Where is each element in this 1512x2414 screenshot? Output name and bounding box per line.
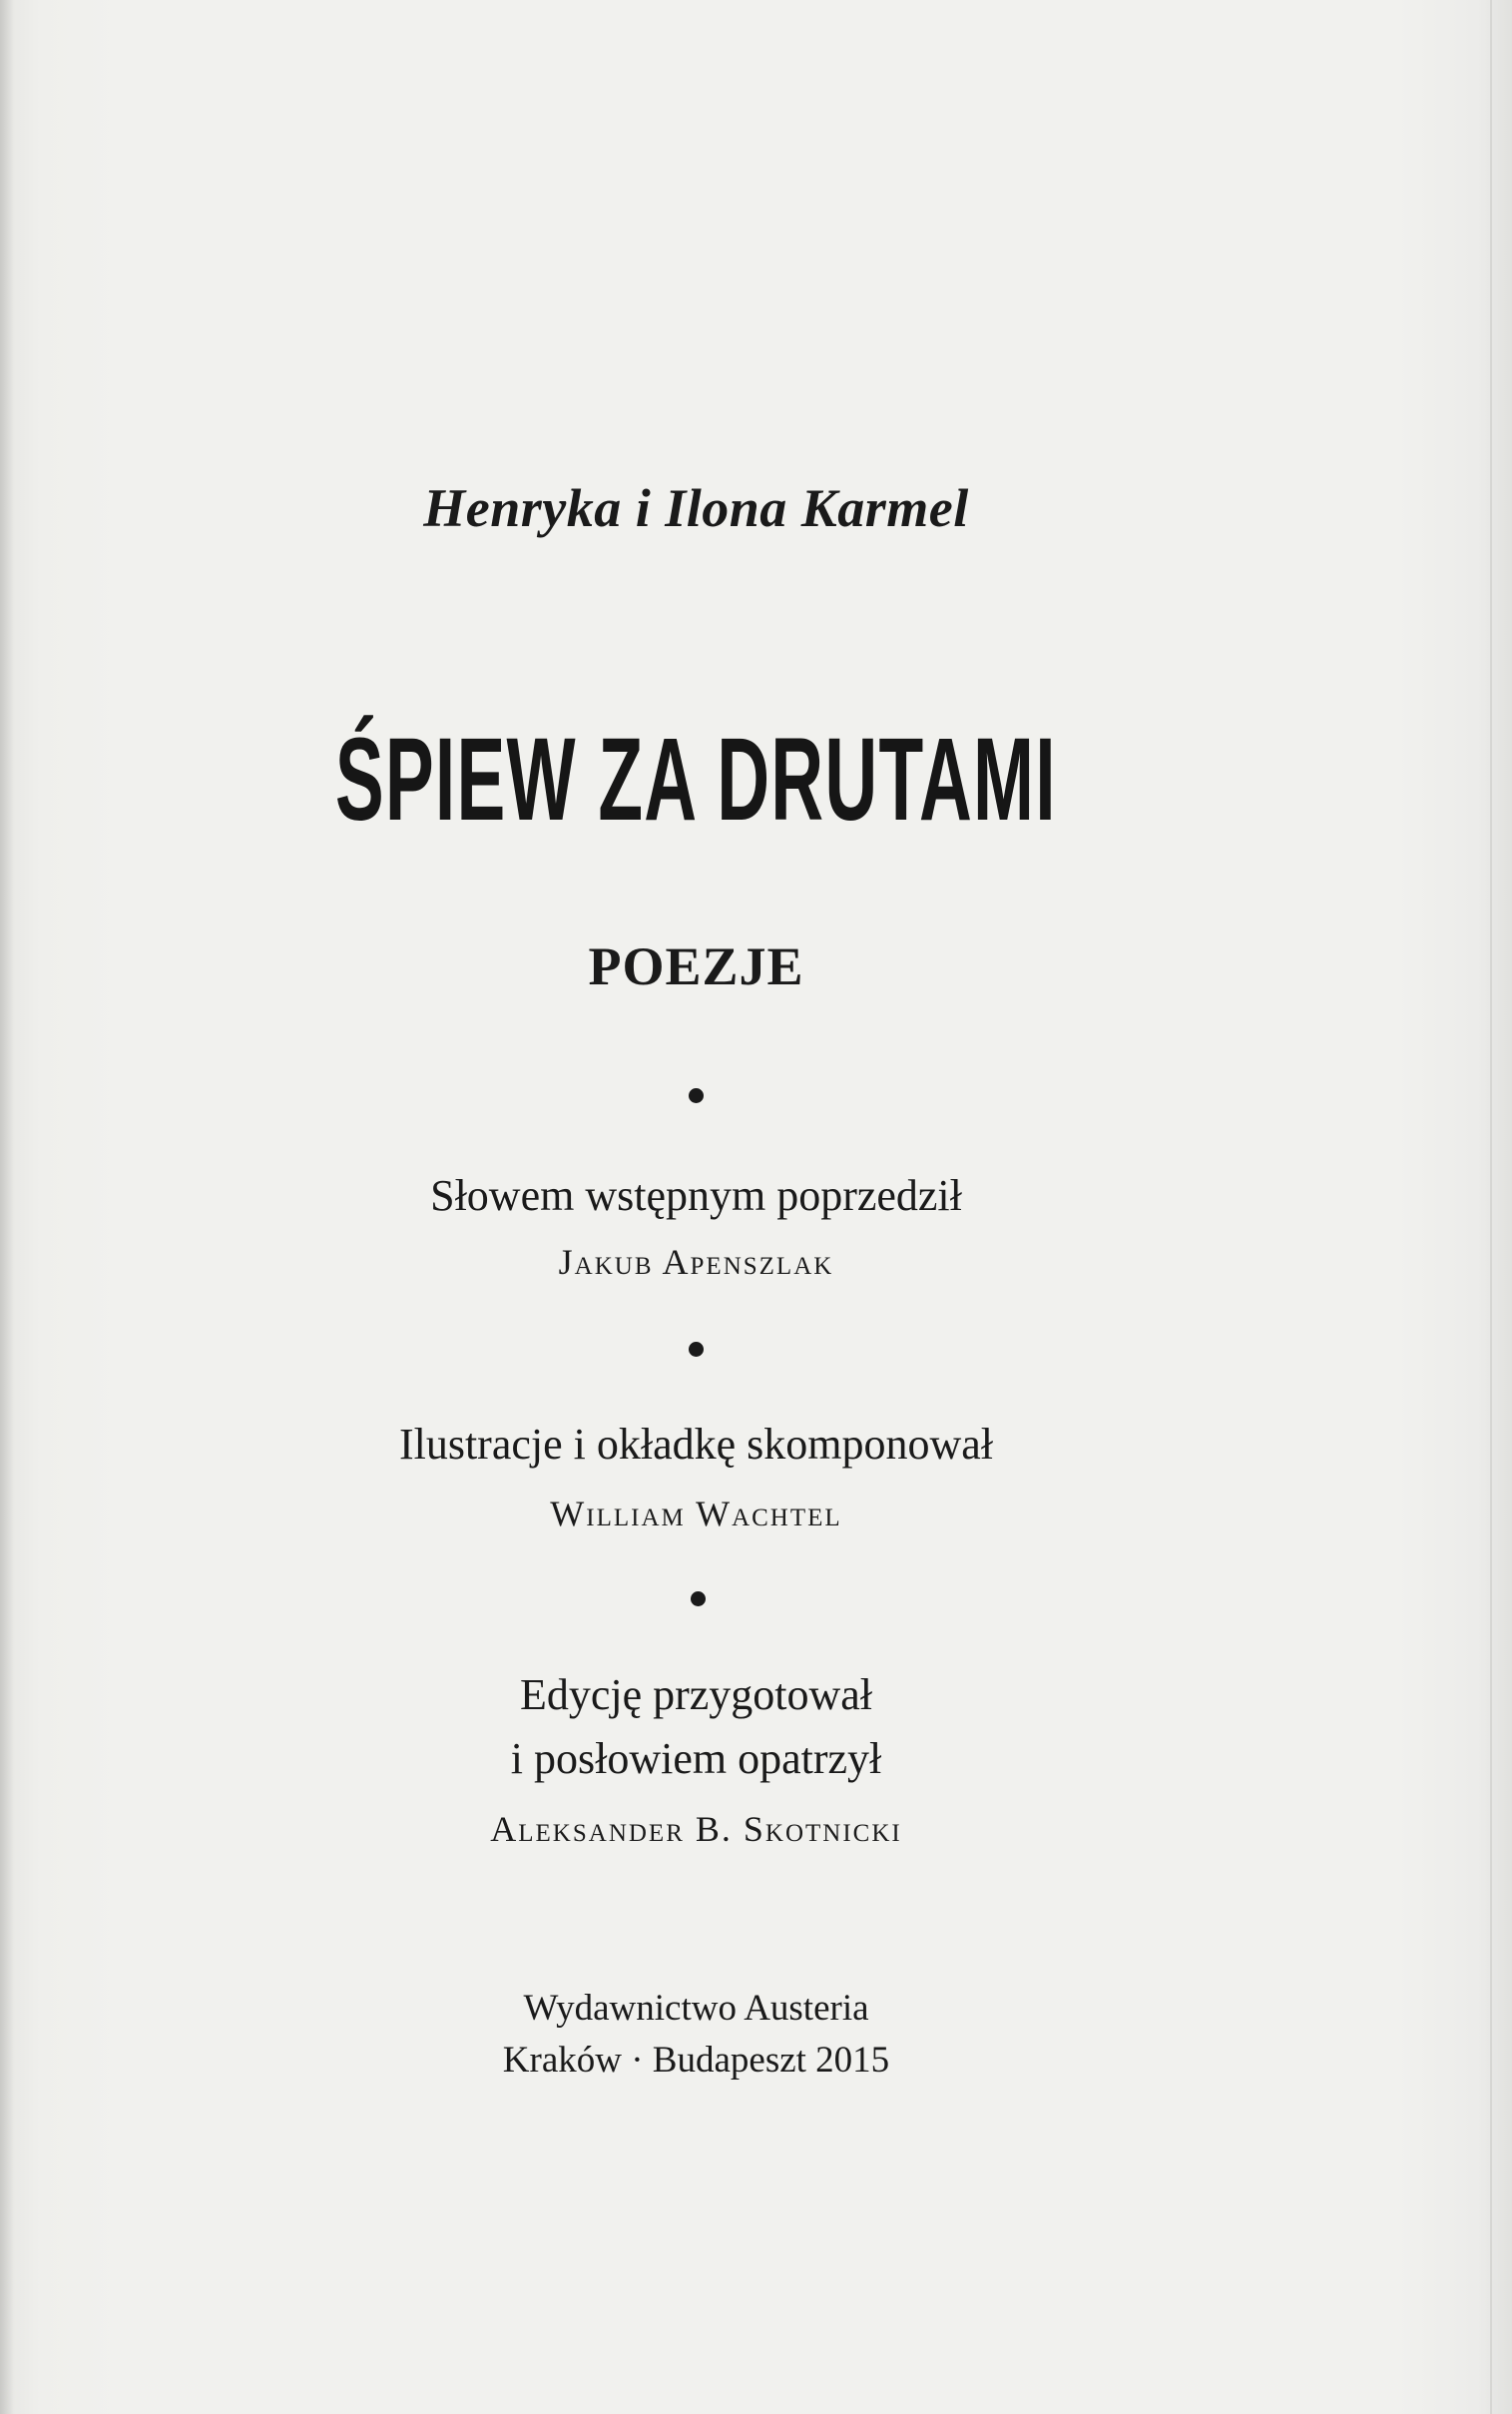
credit-role-editor-line1: Edycję przygotował [519,1670,873,1719]
publisher-name: Wydawnictwo Austeria [523,1988,869,2029]
author-line: Henryka i Ilona Karmel [423,478,969,538]
separator-bullet [689,1342,704,1357]
credit-name-preface: Jakub Apenszlak [558,1242,834,1282]
credit-role-editor-line2: i posłowiem opatrzył [510,1734,882,1783]
credit-name-editor: Aleksander B. Skotnicki [490,1809,902,1849]
publication-place-year: Kraków · Budapeszt 2015 [502,2040,890,2081]
separator-bullet [691,1591,706,1606]
credit-role-preface: Słowem wstępnym poprzedził [430,1171,962,1220]
separator-bullet [689,1088,704,1103]
credit-role-illustrations: Ilustracje i okładkę skomponował [398,1420,994,1469]
page-edge [1490,0,1492,2414]
book-title: ŚPIEW ZA DRUTAMI [334,714,1057,846]
book-subtitle: POEZJE [588,936,804,996]
credit-name-illustrations: William Wachtel [550,1494,842,1533]
